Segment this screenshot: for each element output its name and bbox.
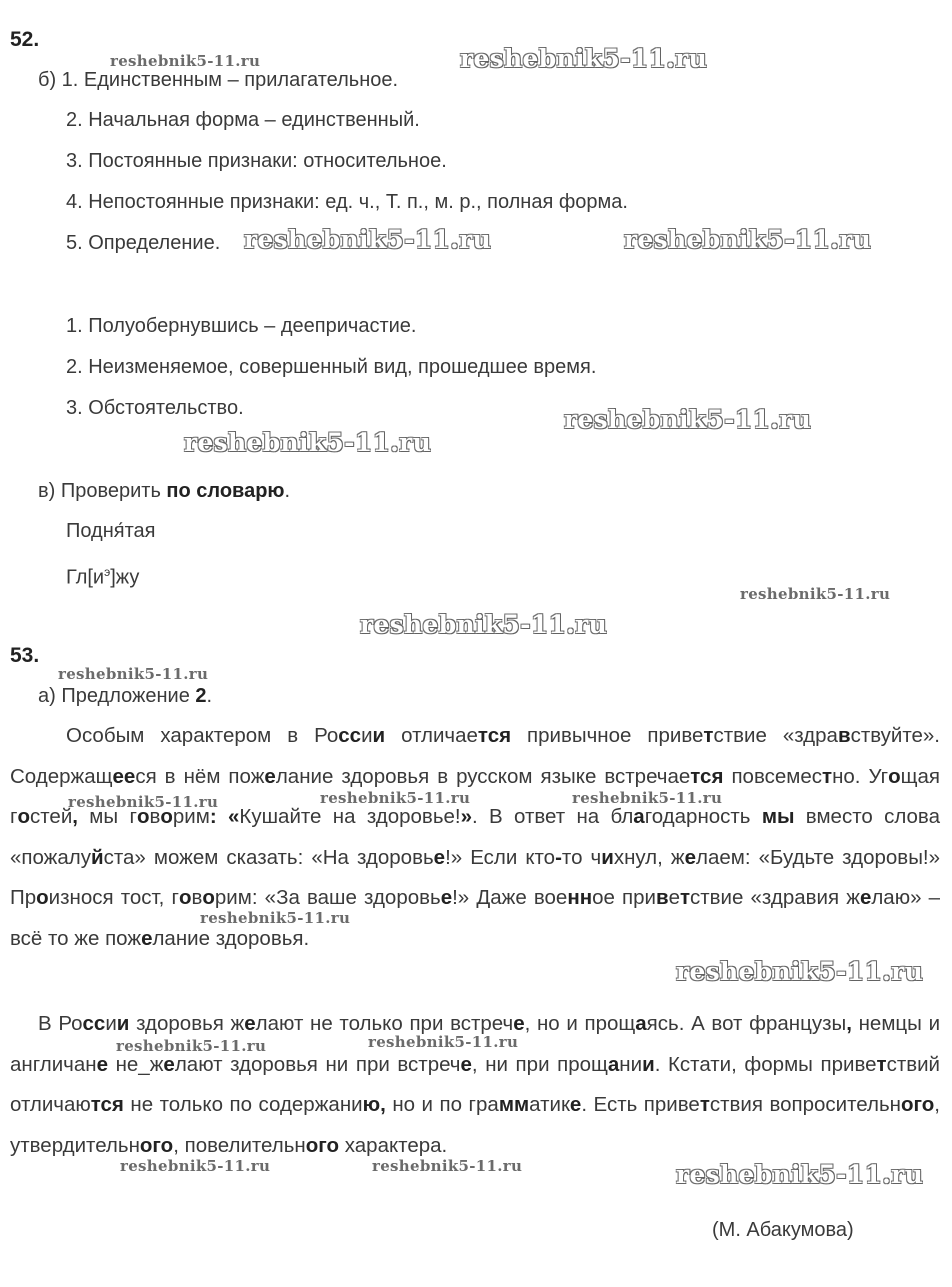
- watermark: reshebnik5-11.ru: [624, 225, 872, 254]
- task53-a-line: [38, 684, 212, 708]
- task53-a-bold: 2: [195, 685, 207, 707]
- watermark: reshebnik5-11.ru: [184, 428, 432, 457]
- task52-v-bold: по словарю: [166, 480, 285, 502]
- watermark: reshebnik5-11.ru: [460, 44, 708, 73]
- watermark: reshebnik5-11.ru: [676, 957, 924, 986]
- task52-word2-b: ]жу: [110, 566, 140, 589]
- watermark: reshebnik5-11.ru: [372, 1157, 523, 1175]
- task-number-52: 52.: [10, 28, 40, 51]
- task52-b-item-2: 2. Начальная форма – единственный.: [66, 109, 420, 131]
- task53-paragraph-2: В России здоровья желают не только при встрече, но и прощаясь. А вот французы, немцы и англичане не_желают здоровья ни при встрече, ни при прощании. Кстати, формы приветствий отличаются не только по содержанию, но и по грамматике. Есть приветствия вопросительного, утвердительного, повелительного характера.: [10, 1012, 941, 1157]
- task52-v-suffix: .: [284, 480, 291, 502]
- task52-word2-sup: э: [104, 565, 111, 579]
- watermark: reshebnik5-11.ru: [68, 793, 219, 811]
- task52-word2-a: Гл[и: [66, 566, 105, 589]
- task52-word-2: [66, 560, 139, 590]
- watermark: reshebnik5-11.ru: [360, 610, 608, 639]
- watermark: reshebnik5-11.ru: [740, 585, 891, 603]
- task52-b-item-5: 5. Определение.: [66, 232, 221, 254]
- watermark: reshebnik5-11.ru: [110, 52, 261, 70]
- watermark: reshebnik5-11.ru: [368, 1033, 519, 1051]
- watermark: reshebnik5-11.ru: [244, 225, 492, 254]
- task52-b-item-1: б) 1. Единственным – прилагательное.: [38, 69, 399, 91]
- task-number-53: 53.: [10, 644, 40, 667]
- watermark: reshebnik5-11.ru: [200, 909, 351, 927]
- watermark: reshebnik5-11.ru: [572, 789, 723, 807]
- task52-v-line: [38, 479, 290, 503]
- watermark: reshebnik5-11.ru: [564, 405, 812, 434]
- task52-b-item-4: 4. Непостоянные признаки: ед. ч., Т. п., м. р., полная форма.: [66, 191, 628, 213]
- task52-word-1: Подня́тая: [66, 520, 156, 542]
- task53-a-prefix: а) Предложение: [38, 685, 196, 707]
- watermark: reshebnik5-11.ru: [676, 1160, 924, 1189]
- task53-author: (М. Абакумова): [712, 1219, 854, 1241]
- task52-item2-3: 3. Обстоятельство.: [66, 397, 244, 419]
- task53-a-suffix: .: [206, 685, 213, 707]
- watermark: reshebnik5-11.ru: [58, 665, 209, 683]
- task52-b-item-3: 3. Постоянные признаки: относительное.: [66, 150, 447, 172]
- watermark: reshebnik5-11.ru: [116, 1037, 267, 1055]
- task52-v-prefix: в) Проверить: [38, 480, 167, 502]
- task52-item2-1: 1. Полуобернувшись – деепричастие.: [66, 315, 417, 337]
- watermark: reshebnik5-11.ru: [120, 1157, 271, 1175]
- watermark: reshebnik5-11.ru: [320, 789, 471, 807]
- task52-item2-2: 2. Неизменяемое, совершенный вид, прошедшее время.: [66, 356, 597, 378]
- task53-paragraph-1: Особым характером в России отличается привычное приветствие «здравствуйте». Содержащееся в нём пожелание здоровья в русском языке встречается повсеместно. Угощая гостей, мы говорим: «Кушайте на здоровье!». В ответ на благодарность мы вместо слова «пожалуйста» можем сказать: «На здоровье!» Если кто-то чихнул, желаем: «Будьте здоровы!» Произнося тост, говорим: «За ваше здоровье!» Даже военное приветствие «здравия желаю» – всё то же пожелание здоровья.: [10, 724, 941, 950]
